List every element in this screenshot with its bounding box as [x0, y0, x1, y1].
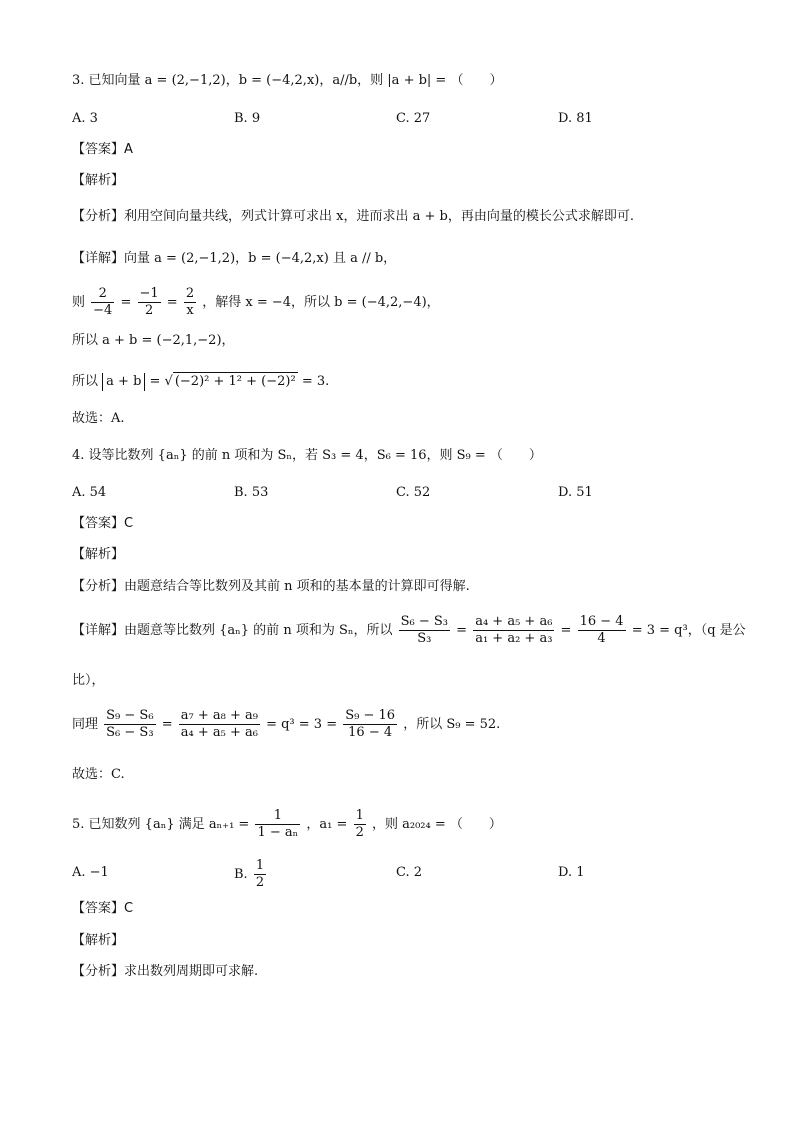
- q5-stem: 5. 已知数列 {aₙ} 满足 aₙ₊₁ = $\frac{1}{\text{1 − aₙ}}$ ，a₁ = $\frac{1}{2}$ ，则 a₂₀₂₄ = （ ）: [72, 808, 502, 840]
- magnitude-a-plus-b: a + b: [102, 373, 145, 391]
- q4-xiangjie-3: 同理 $\frac{\text{S₉ − S₆}}{\text{S₆ − S₃}}$ = $\frac{\text{a₇ + a₈ + a₉}}{\text{a₄ + a₅ + a₆}}$ = q³ = 3 = $\frac{\text{S₉ − 16}}{16 - 4}$ ，所以 S₉ = 52.: [72, 708, 501, 740]
- q3-conclusion: 故选：A.: [72, 411, 125, 426]
- q3-answer: 【答案】A: [72, 142, 133, 157]
- fraction-1-over-1-minus-an: $\frac{1}{\text{1 − aₙ}}$: [257, 808, 299, 840]
- q3-analysis-label: 【解析】: [72, 173, 125, 188]
- fraction-2-over-neg4: $\frac{2}{-4}$: [93, 286, 113, 318]
- q5-option-d: D. 1: [558, 865, 585, 880]
- q4-answer: 【答案】C: [72, 516, 134, 531]
- fraction-s6-minus-s3-over-s3: $\frac{\text{S₆ − S₃}}{\text{S₃}}$: [400, 614, 449, 646]
- q4-analysis-label: 【解析】: [72, 547, 125, 562]
- q5-option-c: C. 2: [396, 865, 423, 880]
- q5-option-b: B. $\frac{1}{2}$: [234, 858, 265, 890]
- fraction-one-half: $\frac{1}{2}$: [355, 808, 364, 840]
- fraction-neg1-over-2: $\frac{-1}{2}$: [139, 286, 159, 318]
- q3-xiangjie-1: 【详解】向量 a = (2,−1,2)，b = (−4,2,x) 且 a // b，: [72, 251, 397, 266]
- fraction-2-over-x: $\frac{2}{x}$: [185, 286, 195, 318]
- q5-fenxi: 【分析】求出数列周期即可求解.: [72, 964, 259, 979]
- q4-xiangjie-2: 比），: [72, 673, 105, 688]
- q5-answer: 【答案】C: [72, 901, 134, 916]
- q3-xiangjie-2: 则 $\frac{2}{-4}$ = $\frac{-1}{2}$ = $\frac{2}{x}$ ，解得 x = −4，所以 b = (−4,2,−4)，: [72, 286, 440, 318]
- q3-option-d: D. 81: [558, 111, 593, 126]
- q4-option-c: C. 52: [396, 485, 431, 500]
- q3-option-a: A. 3: [72, 111, 98, 126]
- q3-option-b: B. 9: [234, 111, 261, 126]
- q4-option-b: B. 53: [234, 485, 269, 500]
- q3-xiangjie-3: 所以 a + b = (−2,1,−2)，: [72, 333, 235, 348]
- q5-option-a: A. −1: [72, 865, 109, 880]
- q3-xiangjie-4: 所以 a + b = √ (−2)² + 1² + (−2)² = 3.: [72, 374, 330, 389]
- sqrt-expression: (−2)² + 1² + (−2)²: [174, 374, 296, 389]
- fraction-one-half-option: $\frac{1}{2}$: [255, 858, 265, 890]
- q4-option-a: A. 54: [72, 485, 107, 500]
- fraction-s9-minus-16-over-12: $\frac{\text{S₉ − 16}}{16 - 4}$: [345, 708, 396, 740]
- fraction-a456-over-a123: $\frac{\text{a₄ + a₅ + a₆}}{\text{a₁ + a₂ + a₃}}$: [475, 614, 553, 646]
- q4-stem: 4. 设等比数列 {aₙ} 的前 n 项和为 Sₙ，若 S₃ = 4，S₆ = 16，则 S₉ = （ ）: [72, 448, 542, 463]
- q4-conclusion: 故选：C.: [72, 767, 125, 782]
- q3-stem: 3. 已知向量 a = (2,−1,2)，b = (−4,2,x)，a//b，则 |a + b| = （ ）: [72, 73, 503, 88]
- q4-xiangjie-1: 【详解】由题意等比数列 {aₙ} 的前 n 项和为 Sₙ，所以 $\frac{\text{S₆ − S₃}}{\text{S₃}}$ = $\frac{\text{a₄ + a₅ + a₆}}{\text{a₁ + a₂ + a₃}}$ = $\frac{16 - 4}{4}$ = 3 = q³，（q 是公: [72, 614, 746, 646]
- fraction-12-over-4: $\frac{16 - 4}{4}$: [579, 614, 624, 646]
- fraction-s9-minus-s6-over-s6-minus-s3: $\frac{\text{S₉ − S₆}}{\text{S₆ − S₃}}$: [106, 708, 154, 740]
- q3-option-c: C. 27: [396, 111, 431, 126]
- q4-option-d: D. 51: [558, 485, 593, 500]
- fraction-a789-over-a456: $\frac{\text{a₇ + a₈ + a₉}}{\text{a₄ + a₅ + a₆}}$: [180, 708, 258, 740]
- q4-fenxi: 【分析】由题意结合等比数列及其前 n 项和的基本量的计算即可得解.: [72, 579, 470, 594]
- q5-analysis-label: 【解析】: [72, 933, 125, 948]
- q3-fenxi: 【分析】利用空间向量共线，列式计算可求出 x，进而求出 a + b，再由向量的模长公式求解即可.: [72, 209, 634, 224]
